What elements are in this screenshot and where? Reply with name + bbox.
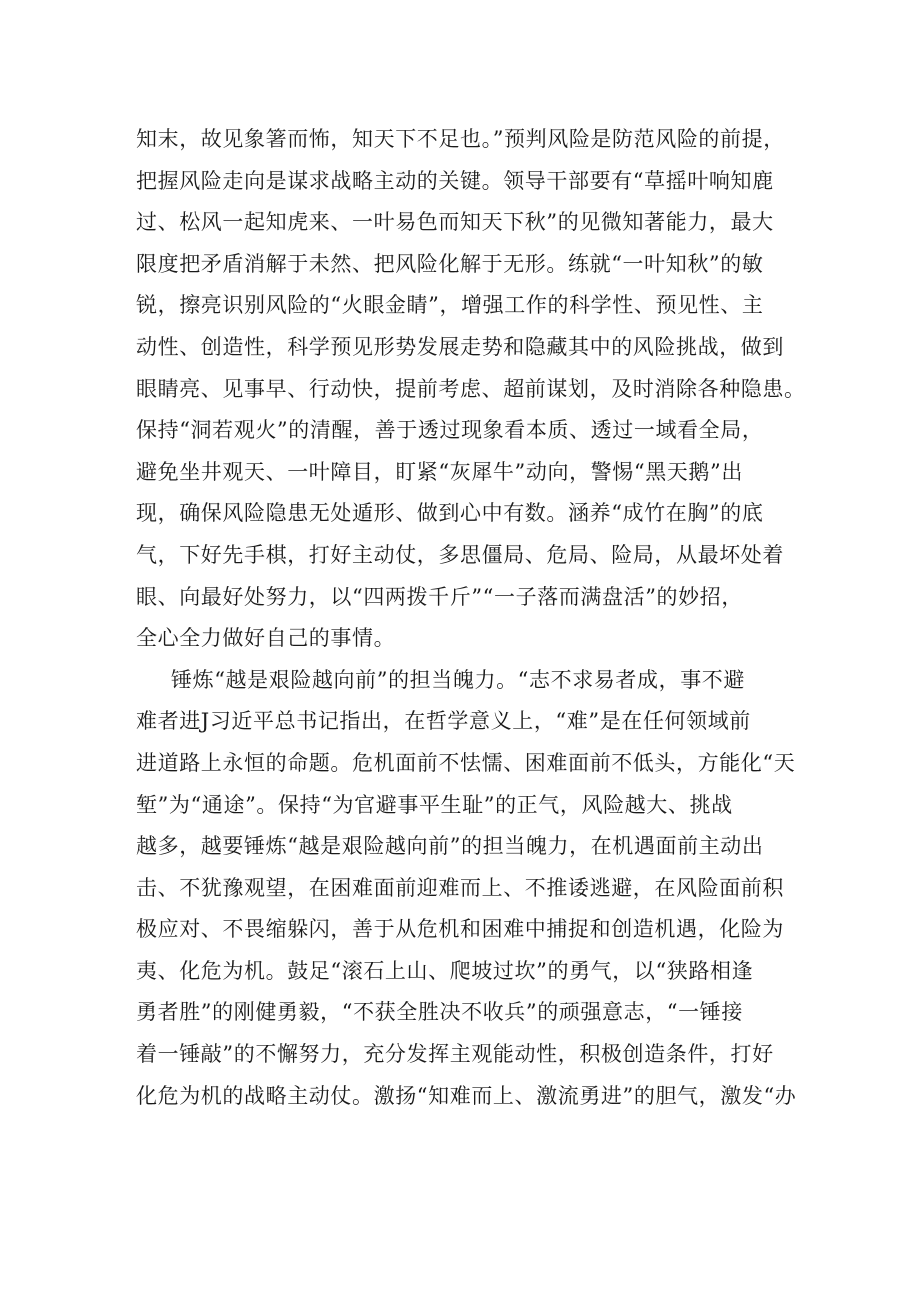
text-line: 保持“洞若观火”的清醒，善于透过现象看本质、透过一域看全局， xyxy=(136,418,764,443)
body-text xyxy=(136,119,806,1117)
text-line: 眼睛亮、见事早、行动快，提前考虑、超前谋划，及时消除各种隐患。 xyxy=(136,376,806,401)
text-line: 勇者胜”的刚健勇毅，“不获全胜决不收兵”的顽强意志，“一锤接 xyxy=(136,1000,743,1025)
text-line: 难者进J习近平总书记指出，在哲学意义上，“难”是在任何领域前 xyxy=(136,709,751,734)
text-line: 着一锤敲”的不懈努力，充分发挥主观能动性，积极创造条件，打好 xyxy=(136,1042,774,1067)
text-line: 锐，擦亮识别风险的“火眼金睛”，增强工作的科学性、预见性、主 xyxy=(136,293,764,318)
text-line: 把握风险走向是谋求战略主动的关键。领导干部要有“草摇叶响知鹿 xyxy=(136,168,774,193)
text-line: 堑”为“通途”。保持“为官避事平生耻”的正气，风险越大、挑战 xyxy=(136,792,733,817)
text-line: 动性、创造性，科学预见形势发展走势和隐藏其中的风险挑战，做到 xyxy=(136,334,784,359)
text-line: 眼、向最好处努力，以“四两拨千斤”“一子落而满盘活”的妙招， xyxy=(136,584,743,609)
text-line: 化危为机的战略主动仗。激扬“知难而上、激流勇进”的胆气，激发“办 xyxy=(136,1083,797,1108)
text-line: 极应对、不畏缩躲闪，善于从危机和困难中捕捉和创造机遇，化险为 xyxy=(136,917,784,942)
text-line: 避免坐井观天、一叶障目，盯紧“灰犀牛”动向，警惕“黑天鹅”出 xyxy=(136,459,743,484)
text-line: 全心全力做好自己的事情。 xyxy=(136,626,396,651)
text-line: 气，下好先手棋，打好主动仗，多思僵局、危局、险局，从最坏处着 xyxy=(136,542,784,567)
paragraph-start-line: 锤炼“越是艰险越向前”的担当魄力。“志不求易者成，事不避 xyxy=(171,667,746,692)
text-line: 知末，故见象箸而怖，知天下不足也。”预判风险是防范风险的前提， xyxy=(136,127,785,151)
text-line: 过、松风一起知虎来、一叶易色而知天下秋”的见微知著能力，最大 xyxy=(136,210,774,235)
text-line: 夷、化危为机。鼓足“滚石上山、爬坡过坎”的勇气，以“狭路相逢 xyxy=(136,958,754,983)
text-line: 现，确保风险隐患无处遁形、做到心中有数。涵养“成竹在胸”的底 xyxy=(136,501,764,526)
text-line: 越多，越要锤炼“越是艰险越向前”的担当魄力，在机遇面前主动出 xyxy=(136,834,764,859)
text-line: 限度把矛盾消解于未然、把风险化解于无形。练就“一叶知秋”的敏 xyxy=(136,251,764,276)
text-line: 击、不犹豫观望，在困难面前迎难而上、不推诿逃避，在风险面前积 xyxy=(136,875,784,900)
text-line: 进道路上永恒的命题。危机面前不怯懦、困难面前不低头，方能化“天 xyxy=(136,750,796,775)
